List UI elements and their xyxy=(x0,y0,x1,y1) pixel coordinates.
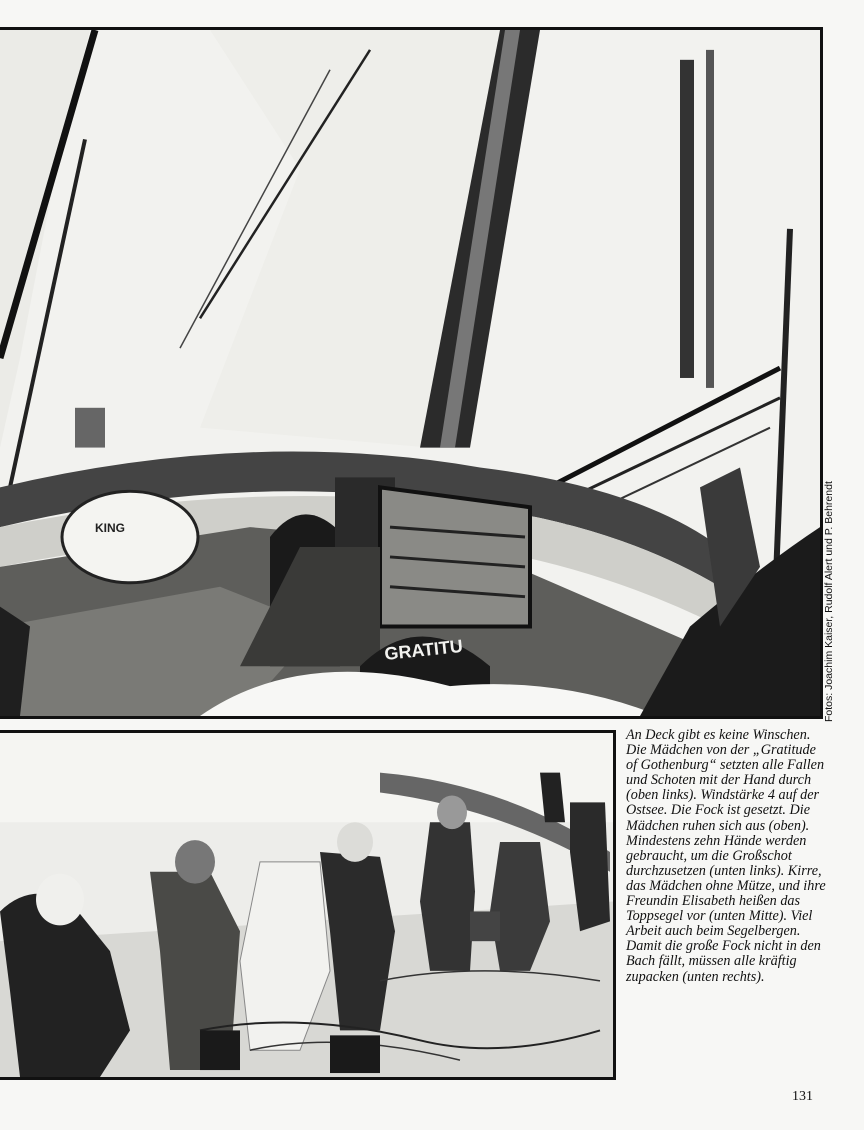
photo-caption: An Deck gibt es keine Winschen. Die Mädchen von der „Gratitude of Gothenburg“ setzten alle Fallen und Schoten mit der Hand durch (oben links). Windstärke 4 auf der Ostsee. Die Fock ist gesetzt. Die Mädchen ruhen sich aus (oben). Mindestens zehn Hände werden gebraucht, um die Großschot durchzusetzen (unten links). Kirre, das Mädchen ohne Mütze, und ihre Freundin Elisabeth heißen das Toppsegel vor (unten Mitte). Viel Arbeit auch beim Segelbergen. Damit die große Fock nicht in den Bach fällt, müssen alle kräftig zupacken (unten rechts). xyxy=(626,727,826,985)
bow-name-text: GRATITU xyxy=(383,635,464,664)
page-number: 131 xyxy=(792,1089,813,1104)
photo-credit: Fotos: Joachim Kaiser, Rudolf Alert und P. Behrendt xyxy=(823,481,835,722)
photo-ship-deck-drawing xyxy=(0,30,820,716)
photo-ship-deck xyxy=(0,27,823,719)
photo-crew-hauling-drawing xyxy=(0,733,613,1077)
photo-crew-hauling xyxy=(0,730,616,1080)
lifebuoy-text: KING xyxy=(95,521,125,536)
